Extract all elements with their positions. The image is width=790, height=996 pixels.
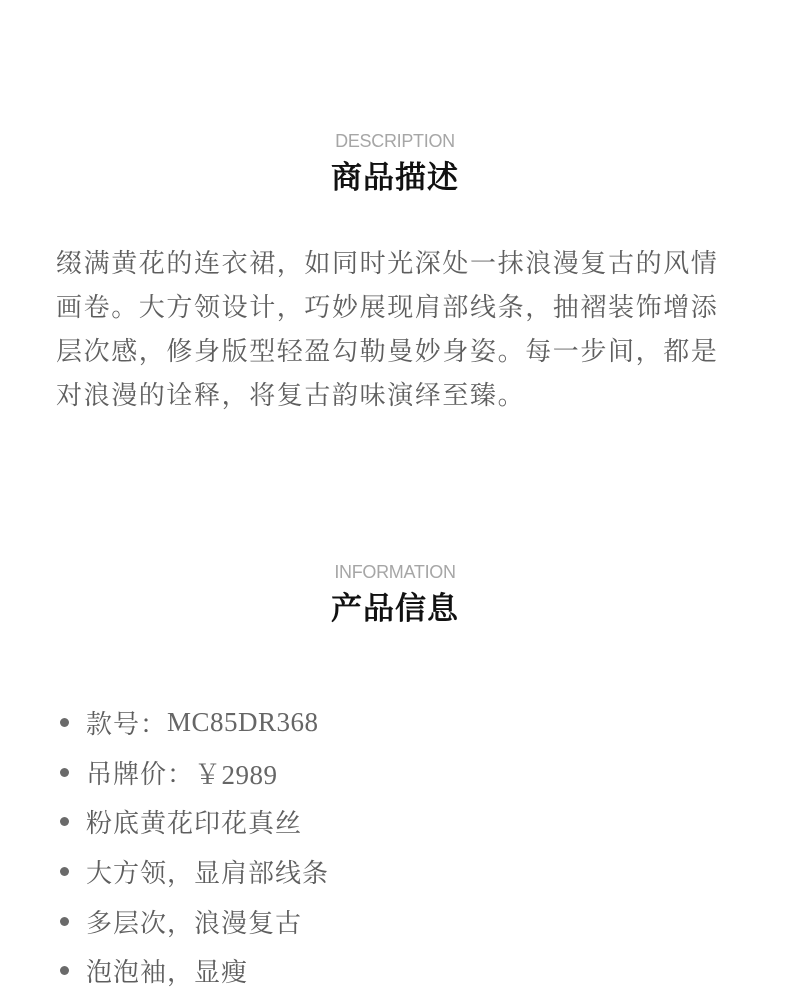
bullet-icon bbox=[60, 917, 69, 926]
info-item-tag-price bbox=[60, 748, 329, 798]
product-info-list bbox=[60, 698, 329, 996]
bullet-icon bbox=[60, 817, 69, 826]
info-item-label: 泡泡袖，显瘦 bbox=[86, 958, 249, 989]
info-item-label: 款号： bbox=[86, 710, 168, 741]
info-item-sleeves bbox=[60, 946, 329, 996]
information-heading bbox=[0, 561, 790, 629]
info-item-style-number bbox=[60, 698, 329, 748]
info-item-label: 大方领，显肩部线条 bbox=[86, 859, 330, 890]
info-item-label: 吊牌价： bbox=[86, 759, 195, 790]
info-item-label: 多层次，浪漫复古 bbox=[86, 908, 303, 939]
bullet-icon bbox=[60, 867, 69, 876]
bullet-icon bbox=[60, 768, 69, 777]
description-english-heading: DESCRIPTION bbox=[335, 131, 455, 151]
bullet-icon bbox=[60, 718, 69, 727]
info-item-value: MC85DR368 bbox=[167, 707, 319, 738]
info-item-layers bbox=[60, 896, 329, 946]
information-english-heading: INFORMATION bbox=[334, 562, 456, 582]
bullet-icon bbox=[60, 966, 69, 975]
info-item-value: ￥2989 bbox=[194, 759, 278, 790]
information-chinese-heading: 产品信息 bbox=[331, 591, 459, 627]
info-item-label: 粉底黄花印花真丝 bbox=[86, 809, 303, 840]
info-item-collar bbox=[60, 847, 329, 897]
description-body: 缀满黄花的连衣裙，如同时光深处一抹浪漫复古的风情画卷。大方领设计，巧妙展现肩部线条，抽褶装饰增添层次感，修身版型轻盈勾勒曼妙身姿。每一步间，都是对浪漫的诠释，将复古韵味演绎至臻。 bbox=[56, 249, 719, 411]
description-chinese-heading: 商品描述 bbox=[331, 160, 459, 196]
description-heading bbox=[0, 130, 790, 198]
info-item-fabric bbox=[60, 797, 329, 847]
